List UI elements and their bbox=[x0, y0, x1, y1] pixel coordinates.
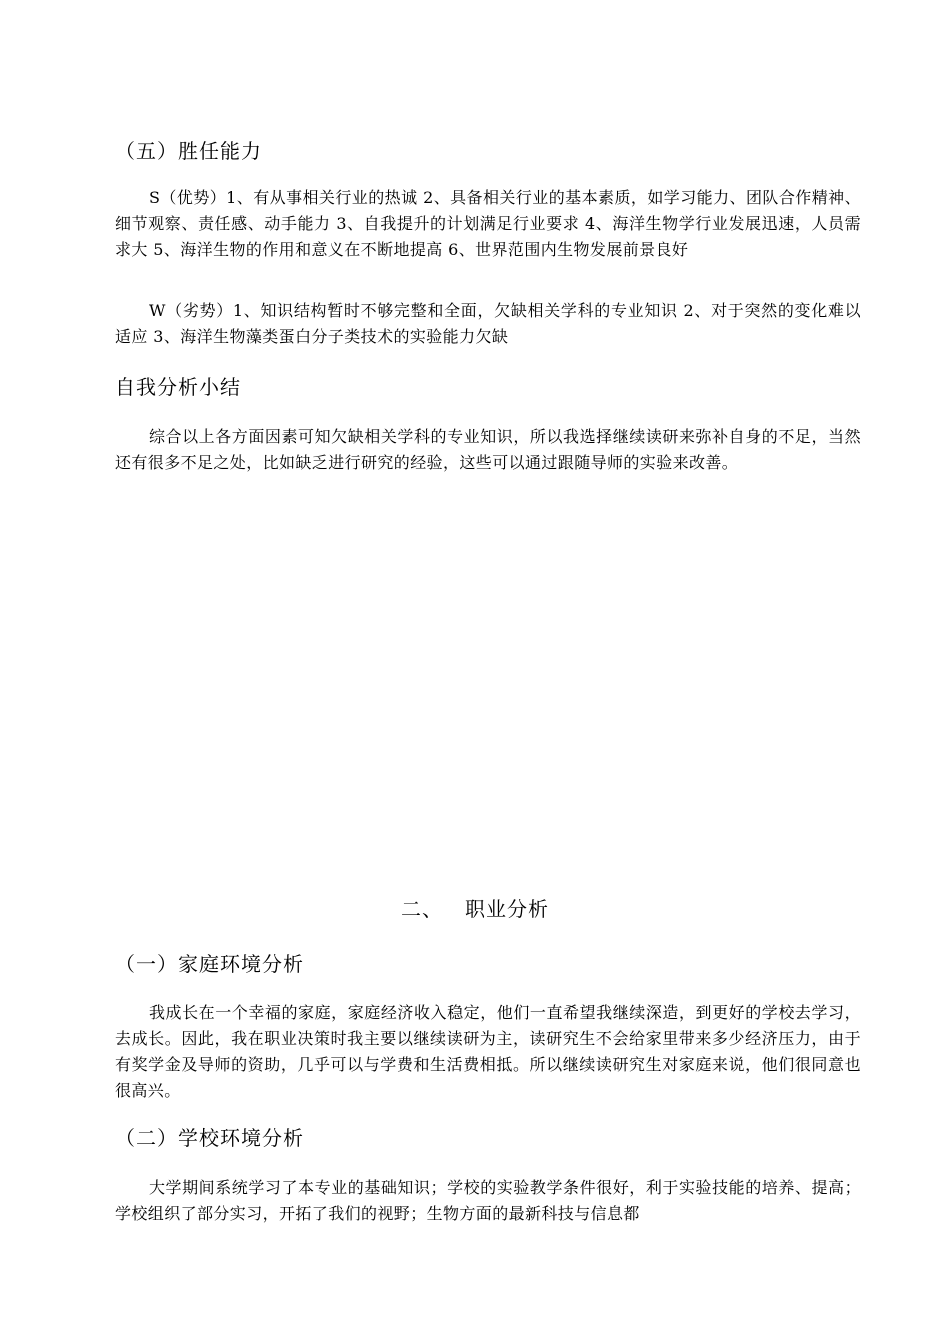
strengths-paragraph: S（优势）1、有从事相关行业的热诚 2、具备相关行业的基本素质，如学习能力、团队合作精神、细节观察、责任感、动手能力 3、自我提升的计划满足行业要求 4、海洋生物学行业发展迅速，人员需求大 5、海洋生物的作用和意义在不断地提高 6、世界范围内生物发展前景良好 bbox=[115, 188, 861, 259]
section-heading-school: （二）学校环境分析 bbox=[115, 1126, 304, 1150]
summary-paragraph: 综合以上各方面因素可知欠缺相关学科的专业知识，所以我选择继续读研来弥补自身的不足，当然还有很多不足之处，比如缺乏进行研究的经验，这些可以通过跟随导师的实验来改善。 bbox=[115, 427, 861, 472]
chapter-title: 职业分析 bbox=[465, 897, 549, 921]
section-heading-summary: 自我分析小结 bbox=[115, 375, 241, 399]
chapter-number: 二、 bbox=[401, 897, 443, 921]
section-heading-family: （一）家庭环境分析 bbox=[115, 952, 304, 976]
section-heading-competency: （五）胜任能力 bbox=[115, 139, 262, 163]
chapter-heading bbox=[0, 896, 950, 922]
weaknesses-paragraph: W（劣势）1、知识结构暂时不够完整和全面，欠缺相关学科的专业知识 2、对于突然的变化难以适应 3、海洋生物藻类蛋白分子类技术的实验能力欠缺 bbox=[115, 301, 861, 346]
family-paragraph: 我成长在一个幸福的家庭，家庭经济收入稳定，他们一直希望我继续深造，到更好的学校去学习，去成长。因此，我在职业决策时我主要以继续读研为主，读研究生不会给家里带来多少经济压力，由于有奖学金及导师的资助，几乎可以与学费和生活费相抵。所以继续读研究生对家庭来说，他们很同意也很高兴。 bbox=[115, 1003, 861, 1100]
school-paragraph: 大学期间系统学习了本专业的基础知识；学校的实验教学条件很好，利于实验技能的培养、提高；学校组织了部分实习，开拓了我们的视野；生物方面的最新科技与信息都 bbox=[115, 1178, 861, 1223]
